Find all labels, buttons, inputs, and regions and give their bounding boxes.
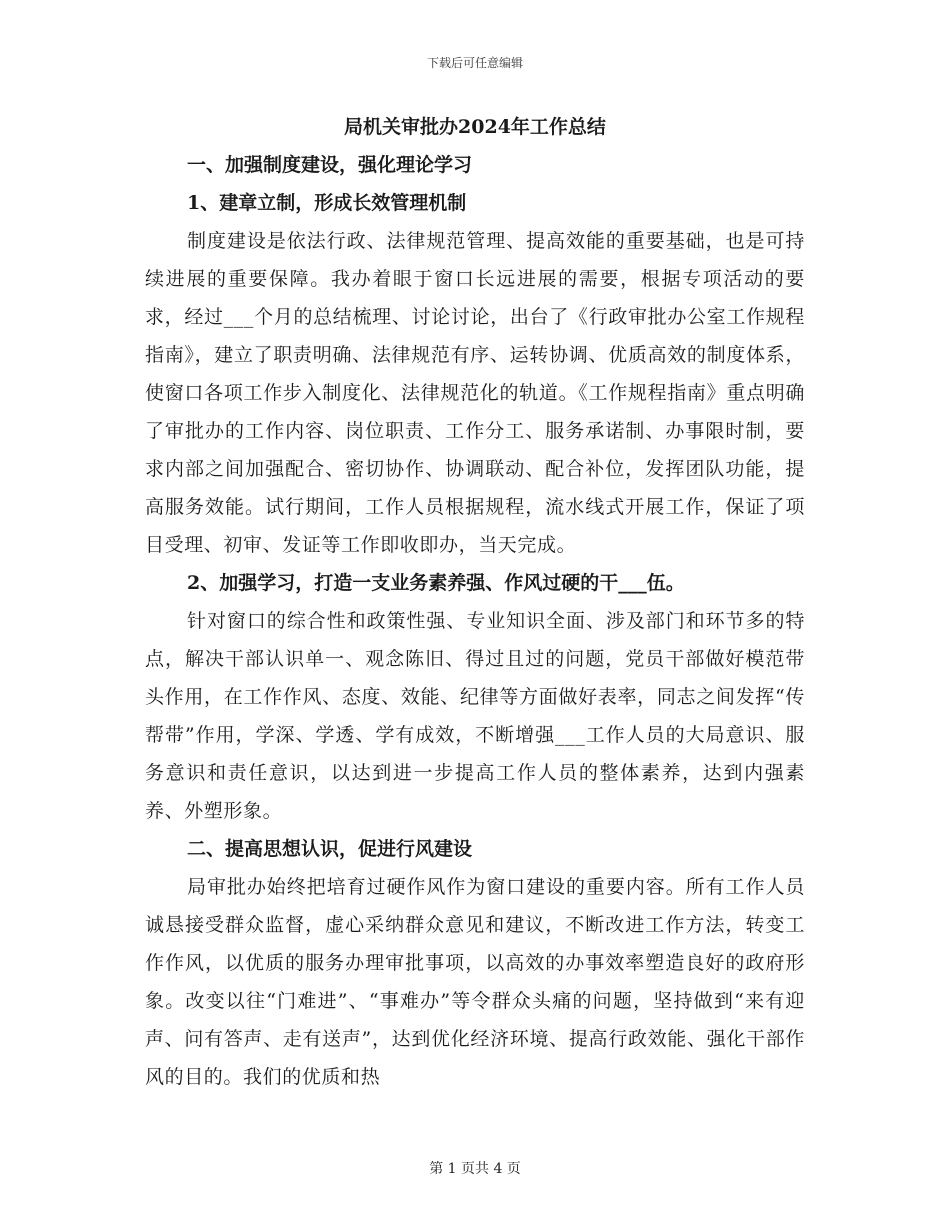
subsection-2-heading: 2、加强学习，打造一支业务素养强、作风过硬的干___伍。 (187, 572, 685, 594)
document-title: 局机关审批办2024年工作总结 (344, 116, 606, 138)
paragraph-3: 局审批办始终把培育过硬作风作为窗口建设的重要内容。所有工作人员诚恳接受群众监督，虚心采纳群众意见和建议，不断改进工作方法，转变工作作风，以优质的服务办理审批事项，以高效的办事效率塑造良好的政府形象。改变以往“门难进”、“事难办”等令群众头痛的问题，坚持做到“来有迎声、问有答声、走有送声”，达到优化经济环境、提高行政效能、强化干部作风的目的。我们的优质和热 (145, 876, 805, 1088)
document-body (145, 108, 805, 1096)
page-footer: 第 1 页共 4 页 (429, 1161, 521, 1177)
paragraph-1: 制度建设是依法行政、法律规范管理、提高效能的重要基础，也是可持续进展的重要保障。我办着眼于窗口长远进展的需要，根据专项活动的要求，经过___个月的总结梳理、讨论讨论，出台了《行政审批办公室工作规程指南》，建立了职责明确、法律规范有序、运转协调、优质高效的制度体系，使窗口各项工作步入制度化、法律规范化的轨道。《工作规程指南》重点明确了审批办的工作内容、岗位职责、工作分工、服务承诺制、办事限时制，要求内部之间加强配合、密切协作、协调联动、配合补位，发挥团队功能，提高服务效能。试行期间，工作人员根据规程，流水线式开展工作，保证了项目受理、初审、发证等工作即收即办，当天完成。 (145, 230, 805, 556)
header-note: 下载后可任意编辑 (426, 56, 523, 70)
section-1-heading: 一、加强制度建设，强化理论学习 (187, 154, 473, 176)
subsection-1-heading: 1、建章立制，形成长效管理机制 (187, 192, 467, 214)
section-2-heading: 二、提高思想认识，促进行风建设 (187, 838, 473, 860)
paragraph-2: 针对窗口的综合性和政策性强、专业知识全面、涉及部门和环节多的特点，解决干部认识单一、观念陈旧、得过且过的问题，党员干部做好模范带头作用，在工作作风、态度、效能、纪律等方面做好表率，同志之间发挥“传帮带”作用，学深、学透、学有成效，不断增强___工作人员的大局意识、服务意识和责任意识，以达到进一步提高工作人员的整体素养，达到内强素养、外塑形象。 (145, 610, 805, 822)
